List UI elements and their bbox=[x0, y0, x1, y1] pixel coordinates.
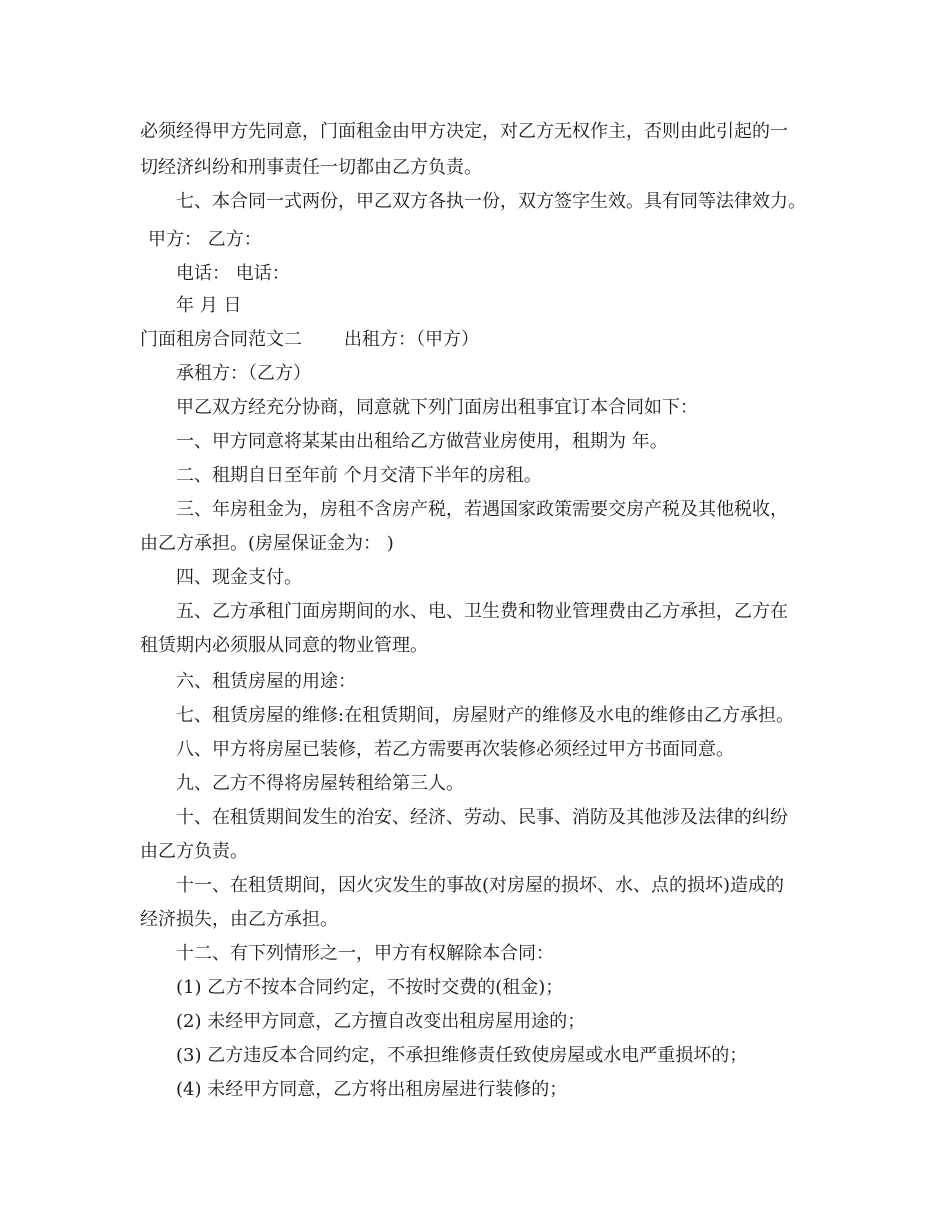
text-line: 必须经得甲方先同意，门面租金由甲方决定，对乙方无权作主，否则由此引起的一 bbox=[140, 121, 788, 142]
clause-line: 一、甲方同意将某某由出租给乙方做营业房使用，租期为 年。 bbox=[176, 431, 668, 452]
clause-line: 九、乙方不得将房屋转租给第三人。 bbox=[176, 773, 464, 794]
clause-line: 租赁期内必须服从同意的物业管理。 bbox=[140, 635, 428, 656]
lessee-line: 承租方：（乙方） bbox=[176, 363, 311, 384]
text-line: 甲乙双方经充分协商，同意就下列门面房出租事宜订本合同如下： bbox=[176, 397, 698, 418]
clause-line: 经济损失，由乙方承担。 bbox=[140, 909, 338, 930]
clause-line: 二、租期自日至年前 个月交清下半年的房租。 bbox=[176, 465, 542, 486]
clause-line: 十二、有下列情形之一，甲方有权解除本合同： bbox=[176, 943, 554, 964]
signature-date-line: 年 月 日 bbox=[176, 295, 242, 316]
signature-party-line: 甲方： 乙方： bbox=[148, 229, 262, 250]
clause-line: 八、甲方将房屋已装修，若乙方需要再次装修必须经过甲方书面同意。 bbox=[176, 739, 734, 760]
text-line: 切经济纠纷和刑事责任一切都由乙方负责。 bbox=[140, 157, 482, 178]
signature-phone-line: 电话： 电话： bbox=[176, 263, 290, 284]
text-line: 七、本合同一式两份，甲乙双方各执一份，双方签字生效。具有同等法律效力。 bbox=[176, 191, 806, 212]
list-item: (2) 未经甲方同意，乙方擅自改变出租房屋用途的； bbox=[176, 1011, 586, 1032]
clause-line: 由乙方负责。 bbox=[140, 841, 248, 862]
clause-line: 十、在租赁期间发生的治安、经济、劳动、民事、消防及其他涉及法律的纠纷 bbox=[176, 807, 788, 828]
list-item: (3) 乙方违反本合同约定，不承担维修责任致使房屋或水电严重损坏的； bbox=[176, 1045, 748, 1066]
clause-line: 六、租赁房屋的用途： bbox=[176, 671, 356, 692]
list-item: (4) 未经甲方同意，乙方将出租房屋进行装修的； bbox=[176, 1079, 568, 1100]
clause-line: 十一、在租赁期间，因火灾发生的事故(对房屋的损坏、水、点的损坏)造成的 bbox=[176, 875, 785, 896]
clause-line: 五、乙方承租门面房期间的水、电、卫生费和物业管理费由乙方承担，乙方在 bbox=[176, 601, 788, 622]
clause-line: 四、现金支付。 bbox=[176, 567, 302, 588]
clause-line: 七、租赁房屋的维修:在租赁期间，房屋财产的维修及水电的维修由乙方承担。 bbox=[176, 705, 795, 726]
lessor-line: 出租方：（甲方） bbox=[344, 329, 479, 350]
clause-line: 三、年房租金为，房租不含房产税，若遇国家政策需要交房产税及其他税收， bbox=[176, 499, 788, 520]
clause-line: 由乙方承担。(房屋保证金为： ) bbox=[140, 533, 394, 554]
list-item: (1) 乙方不按本合同约定，不按时交费的(租金)； bbox=[176, 977, 564, 998]
section-title: 门面租房合同范文二 bbox=[140, 329, 302, 350]
